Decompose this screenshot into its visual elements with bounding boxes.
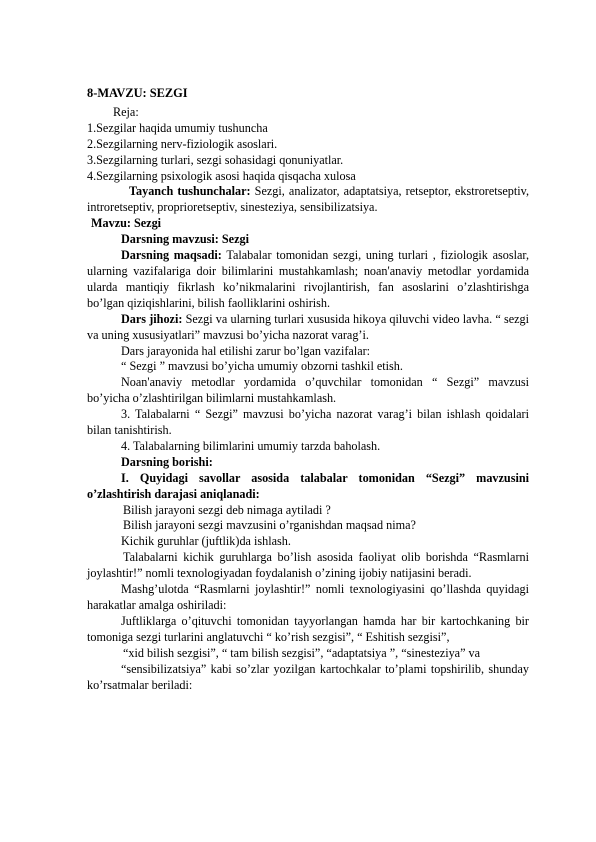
body-paragraph: Juftliklarga o’qituvchi tomonidan tayyorlangan hamda har bir kartochkaning bir tomoniga sezgi turlarini anglatuvchi “ ko’rish sezgisi”, “ Eshitish sezgisi”, bbox=[87, 613, 529, 644]
plan-label: Reja: bbox=[113, 104, 139, 119]
task-item: 3. Talabalarni “ Sezgi” mavzusi bo’yicha nazorat varag’i bilan ishlash qoidalari bilan tanishtirish. bbox=[87, 407, 529, 438]
course-heading: Darsning borishi: bbox=[121, 454, 213, 469]
body-paragraph: Mashg’ulotda “Rasmlarni joylashtir!” nomli texnologiyasini qo’llashda quyidagi harakatlar amalga oshiriladi: bbox=[87, 582, 529, 612]
purpose-paragraph bbox=[87, 248, 529, 312]
body-paragraph: “xid bilish sezgisi”, “ tam bilish sezgisi”, “adaptatsiya ”, “sinesteziya” va bbox=[123, 645, 481, 660]
plan-item: 1.Sezgilar haqida umumiy tushuncha bbox=[87, 120, 268, 135]
task-item: “ Sezgi ” mavzusi bo’yicha umumiy obzorni tashkil etish. bbox=[121, 359, 403, 374]
plan-item: 4.Sezgilarning psixologik asosi haqida qisqacha xulosa bbox=[87, 168, 356, 183]
body-paragraph: Kichik guruhlar (juftlik)da ishlash. bbox=[121, 534, 291, 549]
document-page bbox=[87, 86, 529, 693]
question-item: Bilish jarayoni sezgi mavzusini o’rganishdan maqsad nima? bbox=[123, 518, 416, 533]
key-concepts-label: Tayanch tushunchalar: bbox=[129, 184, 251, 199]
equipment-label: Dars jihozi: bbox=[121, 311, 183, 326]
equipment-paragraph bbox=[87, 312, 529, 344]
lesson-topic: Darsning mavzusi: Sezgi bbox=[121, 232, 249, 247]
section-heading: I. Quyidagi savollar asosida talabalar tomonidan “Sezgi” mavzusini o’zlashtirish darajasi aniqlanadi: bbox=[87, 470, 529, 501]
task-item: 4. Talabalarning bilimlarini umumiy tarzda baholash. bbox=[121, 438, 381, 453]
tasks-intro: Dars jarayonida hal etilishi zarur bo’lgan vazifalar: bbox=[121, 343, 371, 358]
equipment-text: Sezgi va ularning turlari xususida hikoya qiluvchi video lavha. “ sezgi va uning xususiyatlari” mavzusi bo’yicha nazorat varag’i. bbox=[87, 311, 529, 342]
plan-item: 3.Sezgilarning turlari, sezgi sohasidagi qonuniyatlar. bbox=[87, 152, 344, 167]
body-paragraph: “sensibilizatsiya” kabi so’zlar yozilgan kartochkalar to’plami topshirilib, shunday ko’rsatmalar beriladi: bbox=[87, 661, 529, 692]
purpose-text: Talabalar tomonidan sezgi, uning turlari , fiziologik asoslar, ularning vazifalariga doir bilimlarini mustahkamlash; noan'anaviy metodlar yordamida ularda mantiqiy fikrlash ko’nikmalarini rivojlantirish, fan asoslarini o’zlashtirishga bo’lgan qiziqishlarini, bilish faolliklarini oshirish. bbox=[87, 248, 530, 310]
task-item: Noan'anaviy metodlar yordamida o’quvchilar tomonidan “ Sezgi” mavzusi bo’yicha o’zlashtirilgan bilimlarni mustahkamlash. bbox=[87, 375, 529, 406]
key-concepts-paragraph bbox=[87, 184, 529, 216]
topic-label: Mavzu: Sezgi bbox=[91, 216, 162, 231]
plan-item: 2.Sezgilarning nerv-fiziologik asoslari. bbox=[87, 136, 278, 151]
key-concepts-text: Sezgi, analizator, adaptatsiya, retseptor, ekstroretseptiv, introretseptiv, proprioretseptiv, sinesteziya, sensibilizatsiya. bbox=[87, 184, 530, 215]
body-paragraph: Talabalarni kichik guruhlarga bo’lish asosida faoliyat olib borishda “Rasmlarni joylashtir!” nomli texnologiyadan foydalanish o’zining ijobiy natijasini beradi. bbox=[87, 550, 529, 581]
question-item: Bilish jarayoni sezgi deb nimaga aytiladi ? bbox=[123, 502, 331, 517]
page-title: 8-MAVZU: SEZGI bbox=[87, 86, 188, 100]
purpose-label: Darsning maqsadi: bbox=[121, 248, 222, 263]
